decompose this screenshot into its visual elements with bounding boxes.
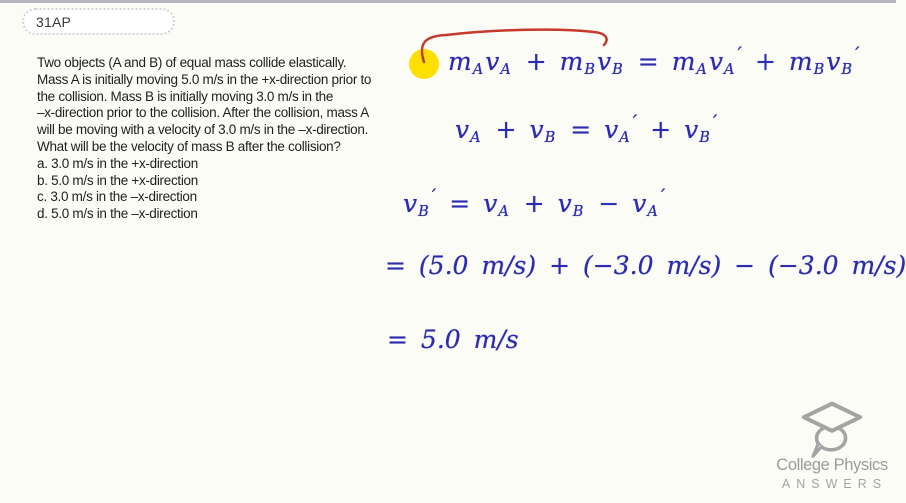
equation-momentum-conservation: $m_Av_A + m_Bv_B = m_Av_A' + m_Bv_B'$ [448, 42, 860, 79]
problem-line: will be moving with a velocity of 3.0 m/s in the –x-direction. [37, 122, 369, 138]
problem-line: Two objects (A and B) of equal mass collide elastically. [37, 55, 347, 70]
graduation-cap-icon [800, 400, 864, 458]
problem-number-badge [22, 8, 175, 35]
top-strip [0, 0, 896, 3]
logo-title: College Physics [776, 456, 888, 474]
problem-line: the collision. Mass B is initially moving 3.0 m/s in the [37, 88, 334, 104]
logo-subtitle: ANSWERS [781, 477, 888, 491]
problem-line: –x-direction prior to the collision. After the collision, mass A [37, 105, 369, 121]
problem-line: What will be the velocity of mass B after the collision? [37, 138, 341, 154]
answer-option-d: d. 5.0 m/s in the –x-direction [37, 206, 198, 222]
equation-relative-velocity: $v_A + v_B = v_A' + v_B'$ [455, 110, 718, 147]
equation-final-answer: = 5.0 m/s [387, 325, 519, 354]
problem-number: 31AP [36, 13, 72, 30]
answer-option-a: a. 3.0 m/s in the +x-direction [37, 155, 198, 171]
problem-line: Mass A is initially moving 5.0 m/s in the +x-direction prior to [37, 71, 372, 87]
answer-option-c: c. 3.0 m/s in the –x-direction [37, 189, 197, 205]
problem-statement [37, 55, 371, 223]
answer-option-b: b. 5.0 m/s in the +x-direction [37, 172, 198, 188]
equation-substituted-values: = (5.0 m/s) + (−3.0 m/s) − (−3.0 m/s) [385, 251, 906, 280]
equation-solve-for-vb-prime: $v_B' = v_A + v_B - v_A'$ [403, 184, 666, 221]
college-physics-answers-logo [768, 400, 896, 491]
